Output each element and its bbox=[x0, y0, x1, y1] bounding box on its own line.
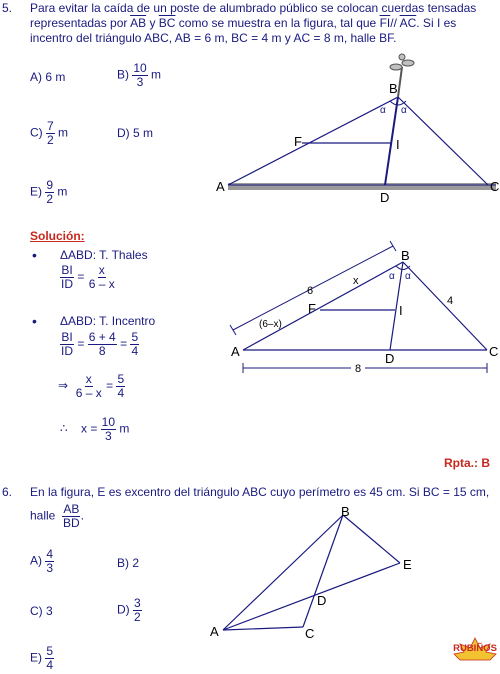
bullet-1: • bbox=[32, 247, 37, 263]
equation-1: $\frac{BI}{ID}$ = $\frac{x}{6 - x}$ bbox=[61, 263, 115, 291]
label-six: 6 bbox=[307, 285, 314, 297]
logo-mark bbox=[452, 630, 498, 662]
figure-solution-triangle bbox=[225, 238, 500, 378]
label-c: C bbox=[489, 344, 499, 359]
label-a: A bbox=[231, 344, 240, 359]
option-5c: C) $\frac{7}{2}$ m bbox=[30, 119, 69, 147]
problem-6-line-2: halle $\frac{AB}{BD}$ . bbox=[30, 502, 85, 530]
segment-ac: $\overline{AC}$ bbox=[399, 16, 417, 30]
segment-ac-line bbox=[223, 627, 303, 630]
option-6b: B) 2 bbox=[117, 556, 140, 570]
segment-ab-line bbox=[243, 262, 403, 350]
label-a: A bbox=[216, 179, 225, 194]
problem-5-line-1: Para evitar la caída de un poste de alumbrado público se colocan cuerdas tensadas bbox=[30, 1, 477, 15]
label-c: C bbox=[490, 179, 500, 194]
label-x: x bbox=[353, 275, 359, 287]
logo-text: RUBIÑOS bbox=[453, 643, 497, 654]
problem-5-line-2: representadas por $\overline{AB}$ y $\overline{BC}$ como se muestra en la figura, tal que $\overline{FI}//$ $\overline{AC}$. Si I es bbox=[30, 16, 457, 30]
problem-5-line-3: incentro del triángulo ABC, AB = 6 m, BC = 4 m y AC = 8 m, halle BF. bbox=[30, 31, 397, 45]
label-six-minus-x: (6–x) bbox=[259, 319, 282, 330]
label-a: A bbox=[210, 624, 219, 639]
segment-ab-line bbox=[228, 97, 398, 185]
label-i: I bbox=[399, 303, 403, 318]
option-6d: D) $\frac{3}{2}$ bbox=[117, 596, 141, 624]
option-5d: D) 5 m bbox=[117, 126, 153, 140]
label-d: D bbox=[385, 351, 395, 366]
label-d: D bbox=[317, 593, 327, 608]
option-6e: E) $\frac{5}{4}$ bbox=[30, 644, 54, 672]
segment-ae-line bbox=[223, 563, 400, 630]
figure-pole-triangle bbox=[210, 45, 500, 205]
segment-bc: $\overline{BC}$ bbox=[158, 16, 176, 30]
equation-3: ⇒ $\frac{x}{6 - x}$ = $\frac{5}{4}$ bbox=[58, 372, 125, 400]
problem-6-line-1: En la figura, E es excentro del triángulo ABC cuyo perímetro es 45 cm. Si BC = 15 cm, bbox=[30, 485, 490, 499]
label-four: 4 bbox=[447, 295, 454, 307]
ground-bar bbox=[228, 183, 496, 190]
label-b: B bbox=[401, 248, 410, 263]
segment-fi: $\overline{FI}$ bbox=[379, 16, 391, 30]
label-alpha-right: α bbox=[401, 105, 407, 116]
rubinos-logo bbox=[452, 630, 498, 662]
problem-5-number: 5. bbox=[2, 1, 13, 15]
step-1-label: ΔABD: T. Thales bbox=[60, 248, 148, 262]
label-alpha-left: α bbox=[389, 271, 395, 282]
figure-excenter-triangle bbox=[205, 505, 420, 645]
label-alpha-right: α bbox=[405, 271, 411, 282]
label-e: E bbox=[403, 557, 412, 572]
bullet-2: • bbox=[32, 313, 37, 329]
label-i: I bbox=[396, 137, 400, 152]
label-d: D bbox=[380, 190, 390, 205]
label-f: F bbox=[308, 301, 316, 316]
label-eight: 8 bbox=[355, 363, 362, 375]
segment-bc-line bbox=[403, 262, 487, 350]
option-5b: B) $\frac{10}{3}$ m bbox=[117, 61, 162, 89]
option-5a: A) 6 m bbox=[30, 70, 66, 84]
segment-ab-line bbox=[223, 515, 343, 630]
option-5e: E) $\frac{9}{2}$ m bbox=[30, 178, 68, 206]
label-b: B bbox=[341, 505, 350, 519]
answer-label: Rpta.: B bbox=[444, 456, 490, 470]
label-b: B bbox=[389, 81, 398, 96]
option-6a: A) $\frac{4}{3}$ bbox=[30, 547, 54, 575]
segment-ab: $\overline{AB}$ bbox=[130, 16, 147, 30]
problem-6-number: 6. bbox=[2, 485, 13, 499]
solution-title: Solución: bbox=[30, 229, 85, 243]
label-c: C bbox=[305, 626, 315, 641]
equation-4: ∴ x = $\frac{10}{3}$ m bbox=[60, 415, 130, 443]
label-f: F bbox=[294, 134, 302, 149]
segment-be-line bbox=[343, 515, 400, 563]
label-alpha-left: α bbox=[380, 105, 386, 116]
segment-bc-line bbox=[398, 97, 488, 185]
step-2-label: ΔABD: T. Incentro bbox=[60, 314, 156, 328]
segment-bc-line bbox=[303, 515, 343, 627]
equation-2: $\frac{BI}{ID}$ = $\frac{6 + 4}{8}$ = $\frac{5}{4}$ bbox=[61, 330, 139, 358]
option-6c: C) 3 bbox=[30, 604, 53, 618]
